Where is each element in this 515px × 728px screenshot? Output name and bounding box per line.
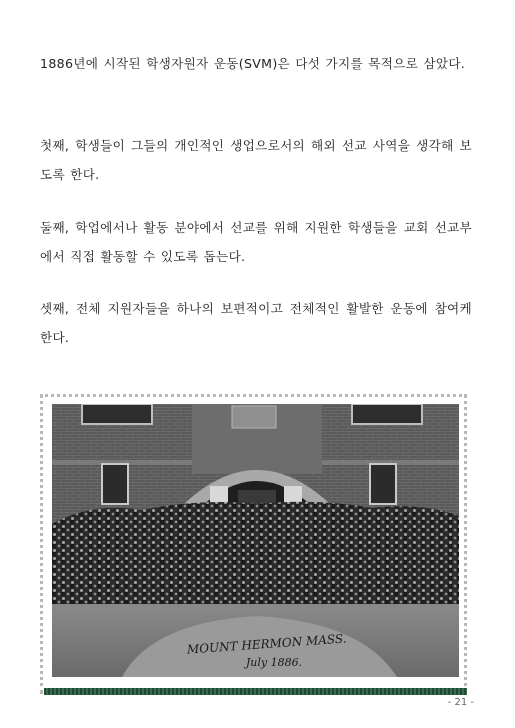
historical-group-photo [52, 404, 459, 677]
paragraph-purpose-3: 셋째, 전체 지원자들을 하나의 보편적이고 전체적인 활발한 운동에 참여케 한다. [40, 301, 472, 345]
photo-illustration [52, 404, 459, 677]
decorative-green-bar [44, 688, 467, 695]
page-number: - 21 - [447, 697, 474, 708]
photo-caption-line1: MOUNT HERMON MASS. [186, 631, 347, 657]
paragraph-svm-intro: 1886년에 시작된 학생자원자 운동(SVM)은 다섯 가지를 목적으로 삼았다. [40, 56, 466, 71]
photo-caption-line2: July 1886. [245, 656, 303, 669]
paragraph-purpose-2: 둘째, 학업에서나 활동 분야에서 선교를 위해 지원한 학생들을 교회 선교부에서 직접 활동할 수 있도록 돕는다. [40, 220, 472, 264]
paragraph-purpose-1: 첫째, 학생들이 그들의 개인적인 생업으로서의 해외 선교 사역을 생각해 보도록 한다. [40, 138, 472, 182]
